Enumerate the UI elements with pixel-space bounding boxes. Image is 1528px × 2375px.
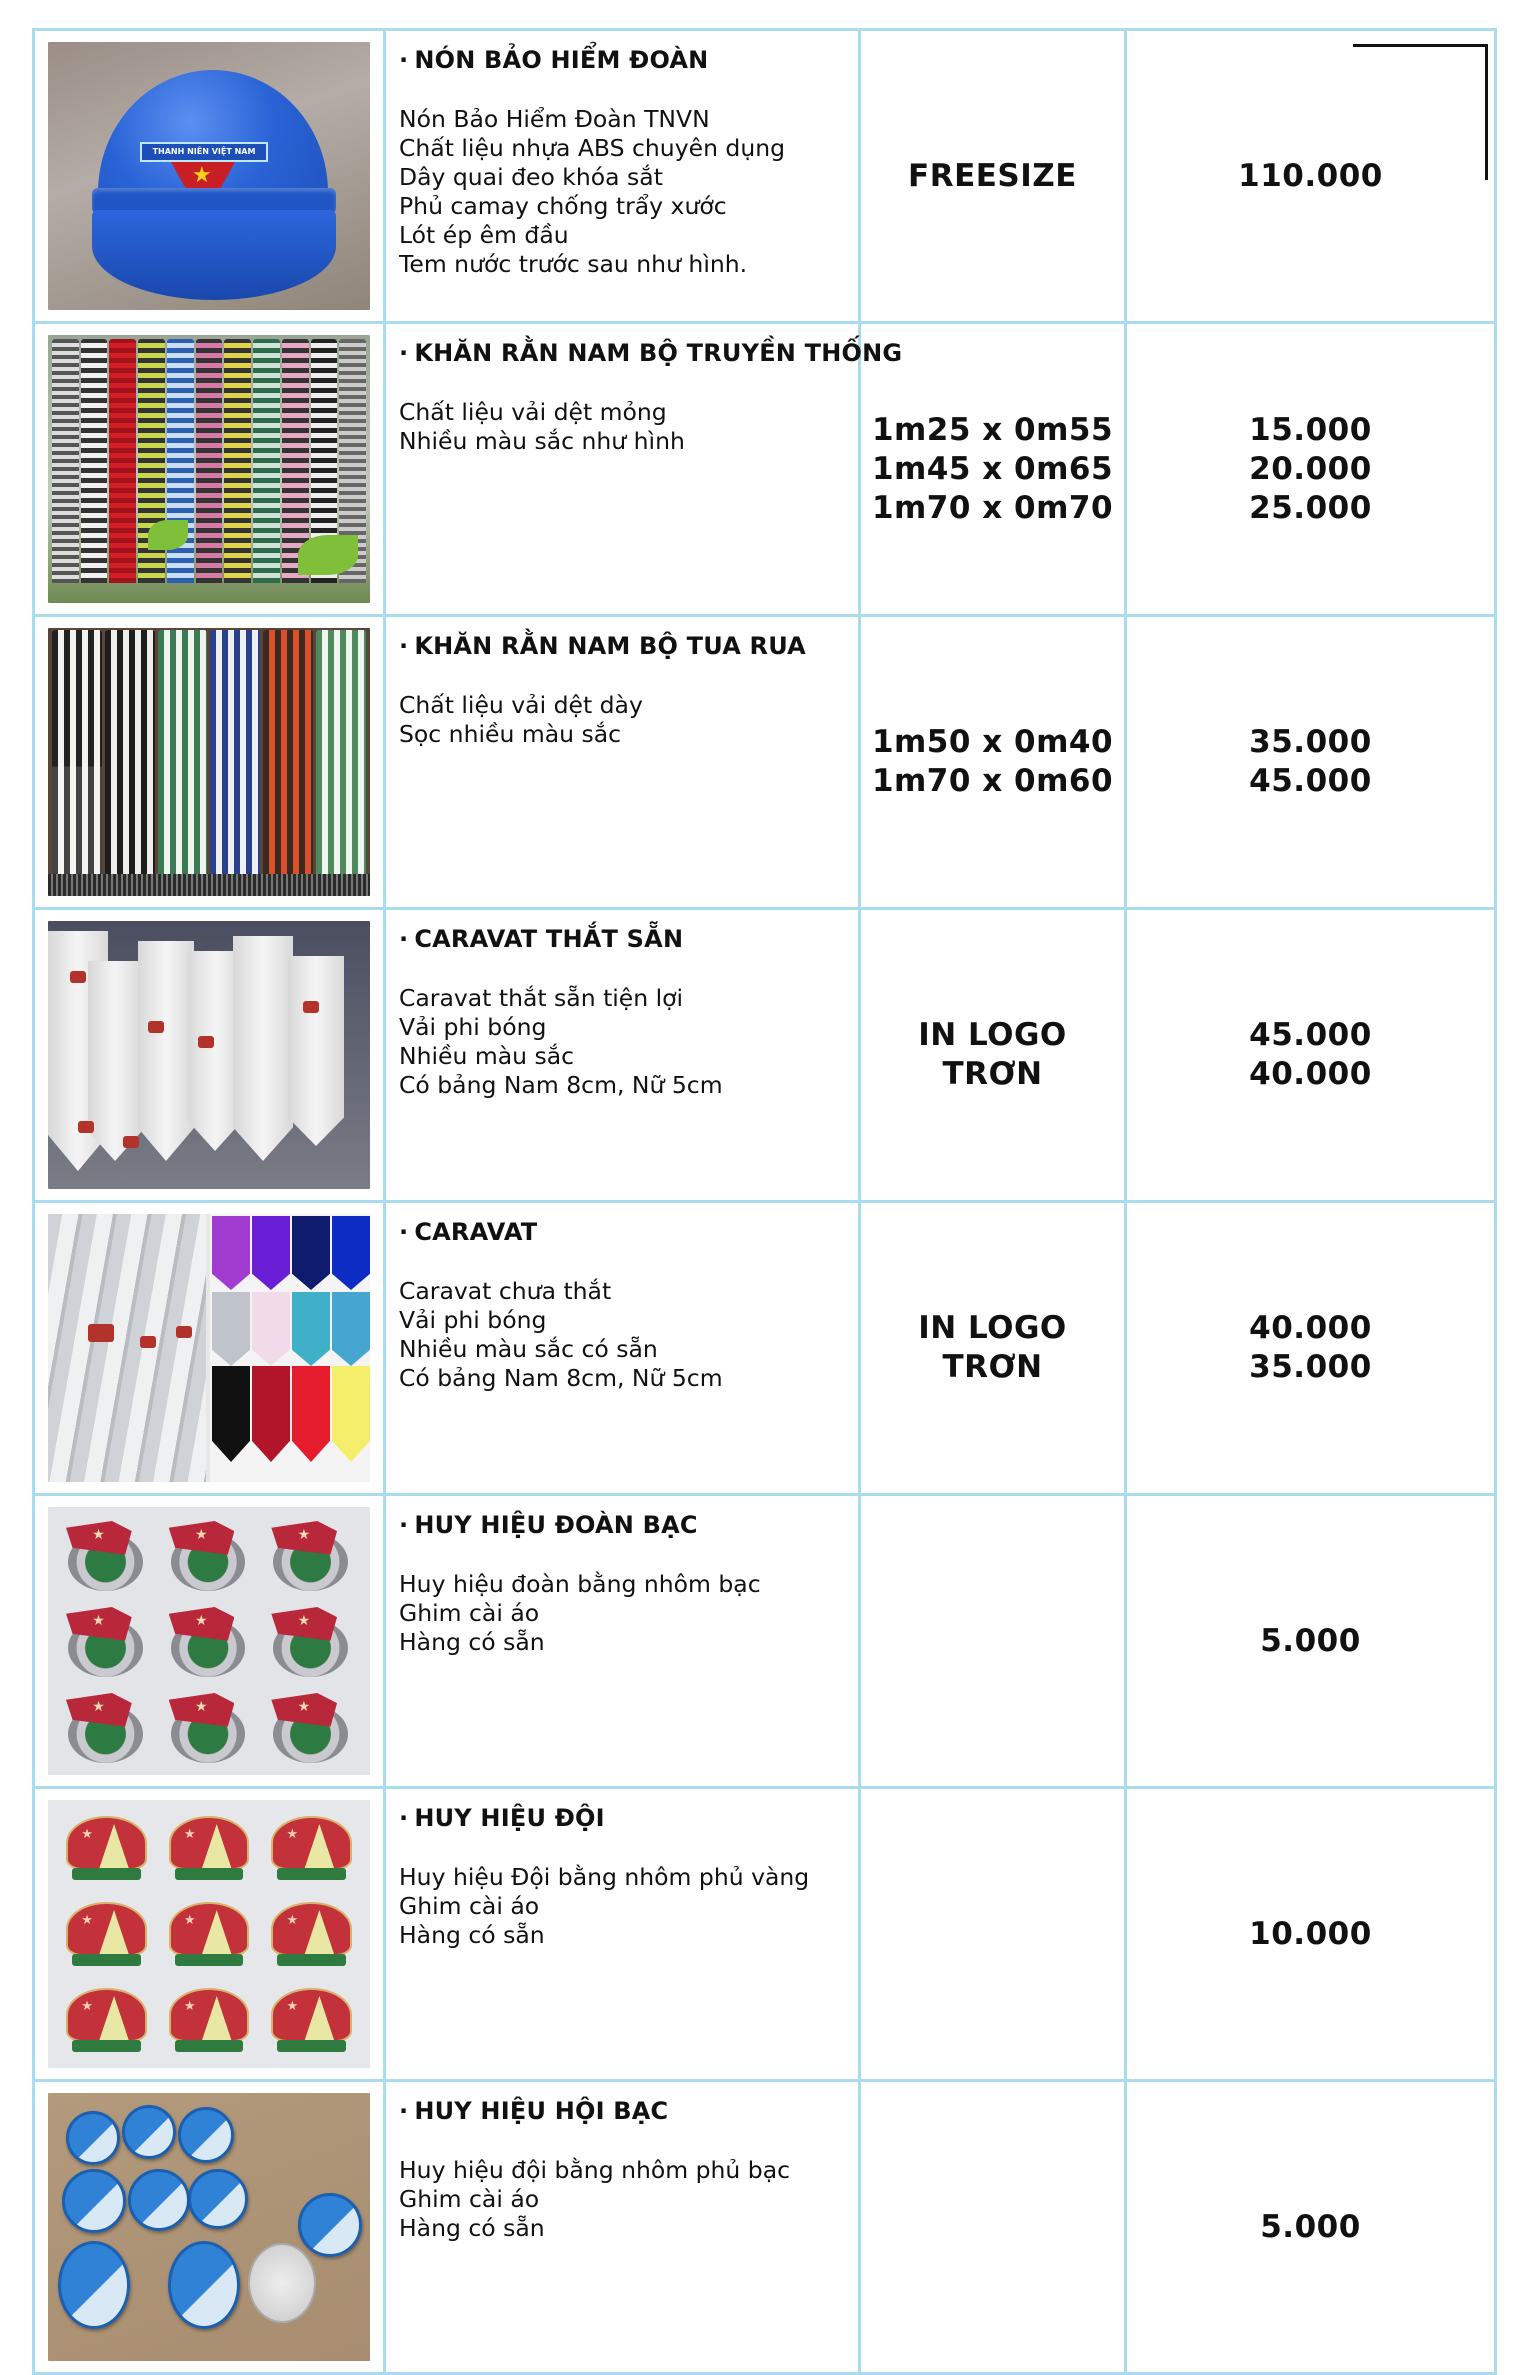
product-price-cell bbox=[1126, 2081, 1496, 2374]
badge-icon: ★ bbox=[263, 1894, 360, 1974]
product-size-cell bbox=[860, 616, 1126, 909]
table-row bbox=[34, 323, 1496, 616]
product-image-cell bbox=[34, 1202, 385, 1495]
product-description-cell bbox=[385, 1788, 860, 2081]
silver-doan-badges-photo bbox=[48, 1507, 370, 1775]
size-value: 1m70 x 0m60 bbox=[871, 763, 1114, 799]
product-price-cell bbox=[1126, 616, 1496, 909]
price-value: 40.000 bbox=[1249, 1310, 1372, 1346]
badge-icon: ★ bbox=[161, 1894, 258, 1974]
badge-icon bbox=[58, 1515, 155, 1595]
product-details: Chất liệu vải dệt dày Sọc nhiều màu sắc bbox=[399, 691, 643, 748]
product-details: Nón Bảo Hiểm Đoàn TNVN Chất liệu nhựa ABS chuyên dụng Dây quai đeo khóa sắt Phủ camay chống trẩy xước Lót ép êm đầu Tem nước trước sau như hình. bbox=[399, 105, 786, 278]
badge-icon bbox=[263, 1515, 360, 1595]
table-row bbox=[34, 30, 1496, 323]
product-image-cell bbox=[34, 616, 385, 909]
price-value: 45.000 bbox=[1249, 763, 1372, 799]
badge-icon: ★ bbox=[263, 1808, 360, 1888]
price-value: 5.000 bbox=[1260, 2208, 1361, 2245]
product-description-cell bbox=[385, 1495, 860, 1788]
badge-icon: ★ bbox=[161, 1808, 258, 1888]
product-image-cell bbox=[34, 2081, 385, 2374]
product-title: · CARAVAT bbox=[399, 1218, 538, 1246]
price-value: 20.000 bbox=[1249, 450, 1372, 487]
ties-photo bbox=[48, 1214, 370, 1482]
product-size-cell bbox=[860, 30, 1126, 323]
product-image-cell bbox=[34, 1788, 385, 2081]
product-size-cell bbox=[860, 1202, 1126, 1495]
size-value: 1m25 x 0m55 bbox=[871, 411, 1114, 448]
table-row bbox=[34, 1788, 1496, 2081]
price-value: 35.000 bbox=[1249, 724, 1372, 760]
tassel-scarves-photo bbox=[48, 628, 370, 896]
product-image-cell bbox=[34, 30, 385, 323]
product-description-cell bbox=[385, 616, 860, 909]
product-description-cell bbox=[385, 1202, 860, 1495]
badge-icon bbox=[188, 2169, 248, 2229]
size-value: TRƠN bbox=[942, 1349, 1043, 1385]
product-description-cell bbox=[385, 30, 860, 323]
product-details: Caravat chưa thắt Vải phi bóng Nhiều màu sắc có sẵn Có bảng Nam 8cm, Nữ 5cm bbox=[399, 1277, 723, 1392]
silver-hoi-badges-photo bbox=[48, 2093, 370, 2361]
price-value: 45.000 bbox=[1249, 1017, 1372, 1053]
badge-icon bbox=[62, 2169, 126, 2233]
badge-icon bbox=[161, 1687, 258, 1767]
product-title: · CARAVAT THẮT SẴN bbox=[399, 925, 684, 953]
size-value: 1m45 x 0m65 bbox=[871, 450, 1114, 487]
product-table bbox=[32, 28, 1497, 2375]
product-size-cell bbox=[860, 2081, 1126, 2374]
product-details: Huy hiệu đoàn bằng nhôm bạc Ghim cài áo Hàng có sẵn bbox=[399, 1570, 761, 1656]
badge-icon bbox=[58, 2241, 130, 2329]
badge-icon: ★ bbox=[263, 1980, 360, 2060]
helmet-photo bbox=[48, 42, 370, 310]
doi-badges-photo bbox=[48, 1800, 370, 2068]
badge-icon bbox=[263, 1601, 360, 1681]
product-title: · HUY HIỆU ĐOÀN BẠC bbox=[399, 1511, 698, 1539]
table-row bbox=[34, 909, 1496, 1202]
product-details: Chất liệu vải dệt mỏng Nhiều màu sắc như hình bbox=[399, 398, 685, 455]
badge-icon bbox=[178, 2107, 234, 2163]
product-size-cell bbox=[860, 1495, 1126, 1788]
price-value: 15.000 bbox=[1249, 411, 1372, 448]
size-value: IN LOGO bbox=[918, 1310, 1067, 1346]
badge-icon bbox=[58, 1687, 155, 1767]
product-title: · HUY HIỆU ĐỘI bbox=[399, 1804, 605, 1832]
product-image-cell bbox=[34, 909, 385, 1202]
table-row bbox=[34, 2081, 1496, 2374]
product-image-cell bbox=[34, 323, 385, 616]
pin-icon bbox=[248, 2243, 316, 2323]
badge-icon bbox=[58, 1601, 155, 1681]
size-value: FREESIZE bbox=[908, 157, 1077, 194]
product-price-cell bbox=[1126, 1495, 1496, 1788]
badge-icon: ★ bbox=[161, 1980, 258, 2060]
badge-icon bbox=[168, 2241, 240, 2329]
helmet-icon: THANH NIÊN VIỆT NAM ★ bbox=[78, 70, 346, 300]
product-size-cell bbox=[860, 909, 1126, 1202]
product-title: · KHĂN RẰN NAM BỘ TUA RUA bbox=[399, 632, 806, 660]
price-value: 25.000 bbox=[1249, 489, 1372, 526]
badge-icon bbox=[66, 2111, 120, 2165]
corner-bracket-mark bbox=[1353, 44, 1488, 180]
table-row bbox=[34, 1202, 1496, 1495]
product-title: · HUY HIỆU HỘI BẠC bbox=[399, 2097, 669, 2125]
price-value: 5.000 bbox=[1260, 1622, 1361, 1659]
badge-icon bbox=[263, 1687, 360, 1767]
product-details: Huy hiệu Đội bằng nhôm phủ vàng Ghim cài áo Hàng có sẵn bbox=[399, 1863, 810, 1949]
badge-icon: ★ bbox=[58, 1980, 155, 2060]
product-title: · NÓN BẢO HIỂM ĐOÀN bbox=[399, 46, 709, 74]
traditional-scarves-photo bbox=[48, 335, 370, 603]
price-value: 110.000 bbox=[1238, 157, 1383, 194]
price-value: 35.000 bbox=[1249, 1349, 1372, 1385]
product-price-cell bbox=[1126, 1788, 1496, 2081]
table-row bbox=[34, 616, 1496, 909]
product-price-cell bbox=[1126, 1202, 1496, 1495]
badge-icon bbox=[298, 2193, 362, 2257]
size-value: TRƠN bbox=[942, 1056, 1043, 1092]
size-value: 1m70 x 0m70 bbox=[871, 489, 1114, 526]
product-price-cell bbox=[1126, 323, 1496, 616]
size-value: 1m50 x 0m40 bbox=[871, 724, 1114, 760]
badge-icon bbox=[161, 1601, 258, 1681]
badge-icon bbox=[128, 2169, 190, 2231]
product-price-cell bbox=[1126, 909, 1496, 1202]
price-value: 40.000 bbox=[1249, 1056, 1372, 1092]
product-details: Caravat thắt sẵn tiện lợi Vải phi bóng Nhiều màu sắc Có bảng Nam 8cm, Nữ 5cm bbox=[399, 984, 723, 1099]
product-description-cell bbox=[385, 323, 903, 616]
badge-icon: ★ bbox=[58, 1808, 155, 1888]
product-title: · KHĂN RẰN NAM BỘ TRUYỀN THỐNG bbox=[399, 339, 903, 367]
product-image-cell bbox=[34, 1495, 385, 1788]
product-size-cell bbox=[860, 1788, 1126, 2081]
product-details: Huy hiệu đội bằng nhôm phủ bạc Ghim cài áo Hàng có sẵn bbox=[399, 2156, 791, 2242]
table-row bbox=[34, 1495, 1496, 1788]
product-description-cell bbox=[385, 909, 860, 1202]
product-price-sheet bbox=[32, 28, 1494, 2375]
pretied-ties-photo bbox=[48, 921, 370, 1189]
star-icon: ★ bbox=[192, 162, 212, 187]
size-value: IN LOGO bbox=[918, 1017, 1067, 1053]
badge-icon bbox=[122, 2105, 176, 2159]
badge-icon bbox=[161, 1515, 258, 1595]
badge-icon: ★ bbox=[58, 1894, 155, 1974]
price-value: 10.000 bbox=[1249, 1915, 1372, 1952]
product-description-cell bbox=[385, 2081, 860, 2374]
